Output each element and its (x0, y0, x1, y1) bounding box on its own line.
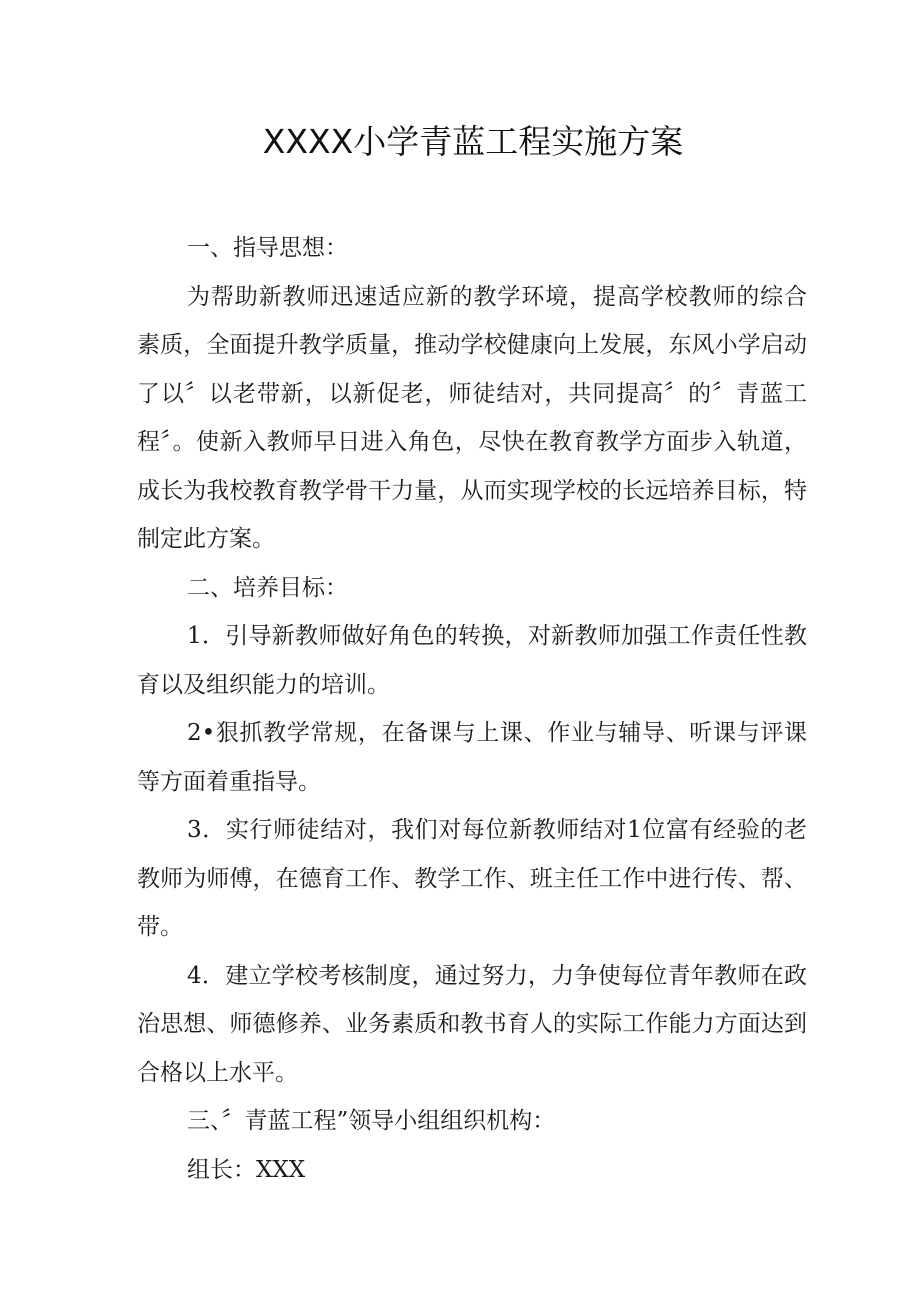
leader-line: 组长：XXX (187, 1156, 306, 1183)
section-heading-training-goals: 二、培养目标： (187, 574, 348, 601)
list-item-goal-4: 4．建立学校考核制度，通过努力，力争使每位青年教师在政治思想、师德修养、业务素质和教书育人的实际工作能力方面达到合格以上水平。 (137, 962, 807, 1086)
section-heading-leadership-group: 三、〞青蓝工程”领导小组组织机构： (187, 1108, 556, 1134)
paragraph-guiding-ideology: 为帮助新教师迅速适应新的教学环境，提高学校教师的综合素质，全面提升教学质量，推动学校健康向上发展，东风小学启动了以〞以老带新，以新促老，师徒结对，共同提高〞的〞青蓝工程〞。使新入教师早日进入角色，尽快在教育教学方面步入轨道，成长为我校教育教学骨干力量，从而实现学校的长远培养目标，特制定此方案。 (137, 283, 807, 552)
list-item-goal-2: 2•狠抓教学常规，在备课与上课、作业与辅导、听课与评课等方面着重指导。 (137, 720, 807, 795)
document-body (137, 224, 807, 1194)
section-heading-guiding-ideology: 一、指导思想： (187, 235, 348, 261)
list-item-goal-1: 1．引导新教师做好角色的转换，对新教师加强工作责任性教育以及组织能力的培训。 (137, 623, 807, 698)
document-title: XXXX小学青蓝工程实施方案 (262, 122, 684, 161)
list-item-goal-3: 3．实行师徒结对，我们对每位新教师结对1位富有经验的老教师为师傅，在德育工作、教学工作、班主任工作中进行传、帮、带。 (137, 817, 807, 940)
